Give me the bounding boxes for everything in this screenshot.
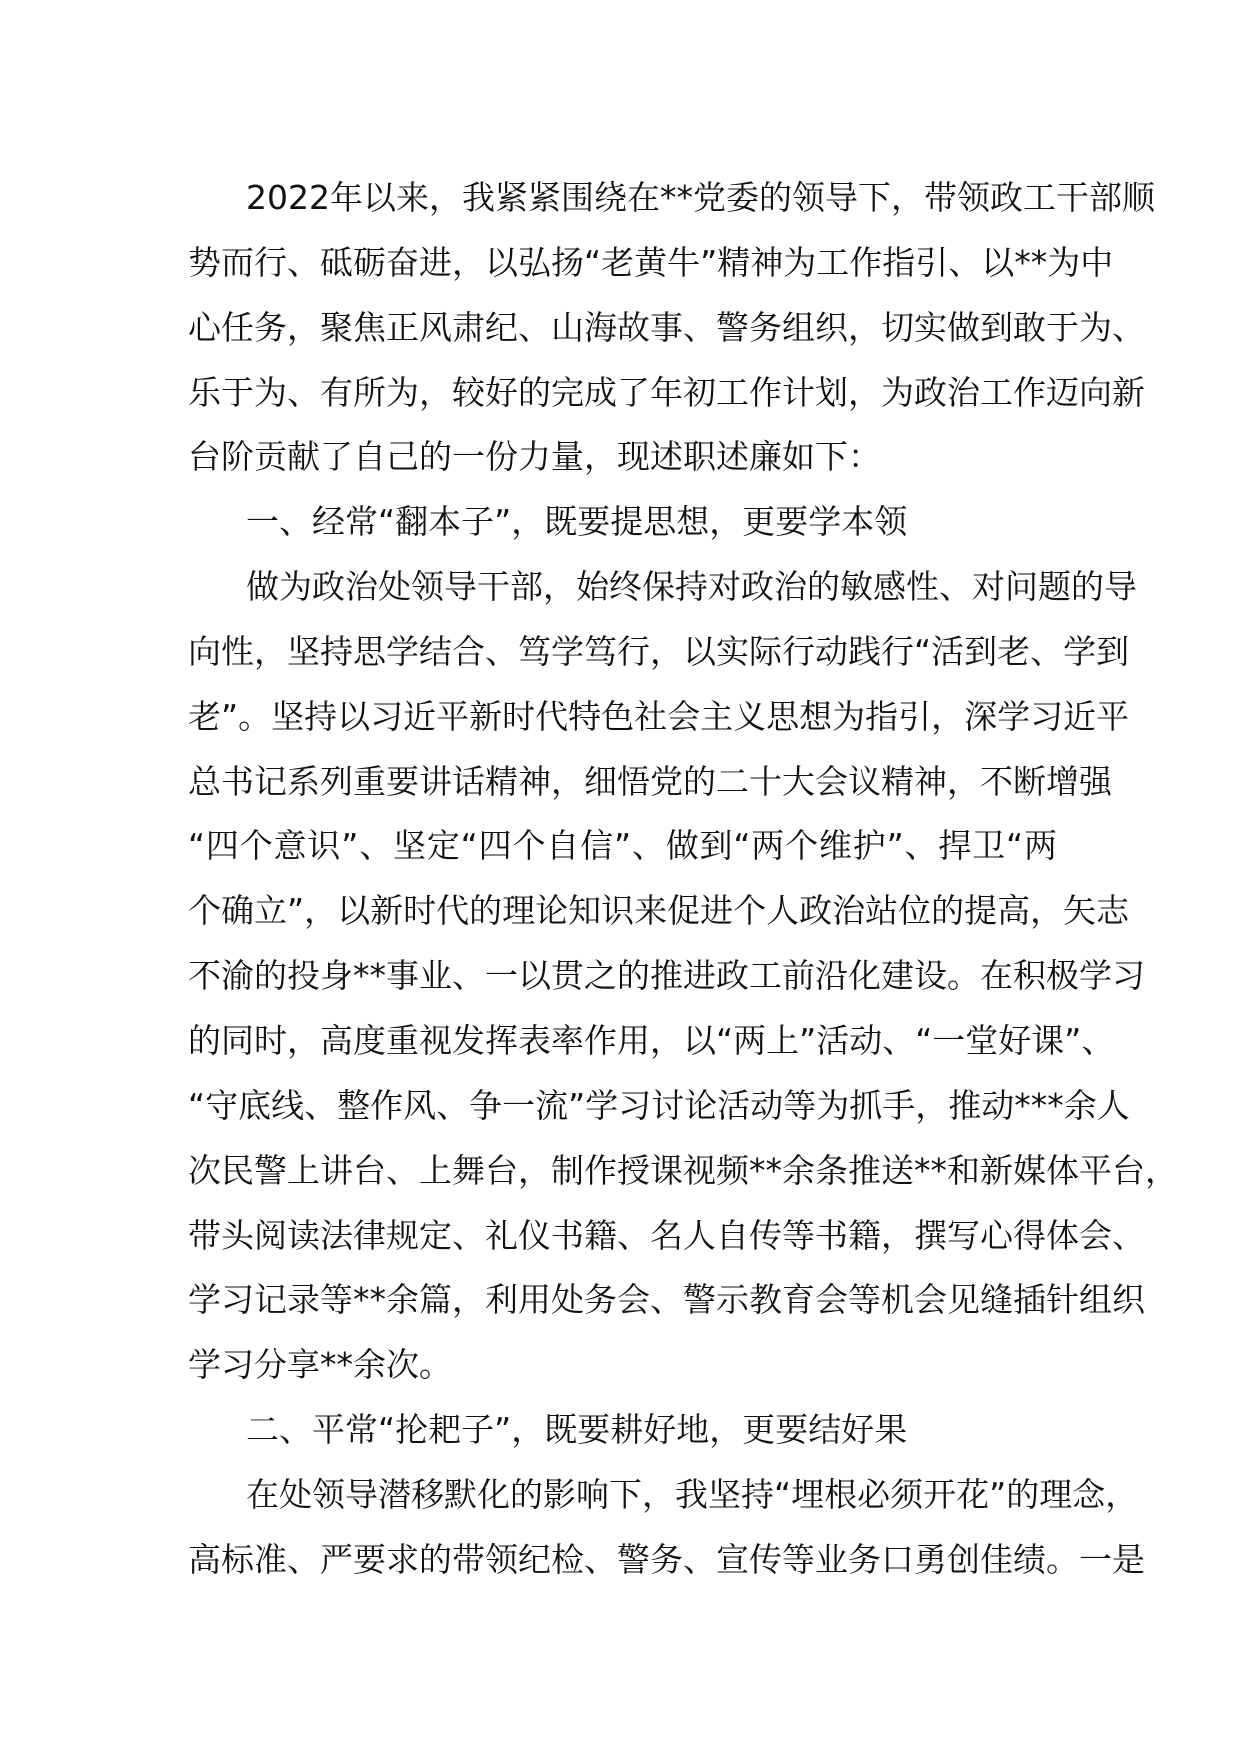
paragraph-line: 向性，坚持思学结合、笃学笃行，以实际行动践行“活到老、学到	[188, 631, 1130, 671]
document-body	[188, 166, 1178, 1593]
paragraph-line: 势而行、砥砺奋进，以弘扬“老黄牛”精神为工作指引、以**为中	[188, 242, 1114, 282]
paragraph-line: 带头阅读法律规定、礼仪书籍、名人自传等书籍，撰写心得体会、	[188, 1215, 1145, 1255]
paragraph-line: 次民警上讲台、上舞台，制作授课视频**余条推送**和新媒体平台，	[188, 1150, 1178, 1190]
section-heading: 二、平常“抡耙子”，既要耕好地，更要结好果	[246, 1410, 908, 1450]
paragraph-line: 2022年以来，我紧紧围绕在**党委的领导下，带领政工干部顺	[246, 178, 1155, 217]
paragraph-line: 心任务，聚焦正风肃纪、山海故事、警务组织，切实做到敢于为、	[188, 307, 1145, 347]
paragraph-line: 在处领导潜移默化的影响下，我坚持“埋根必须开花”的理念，	[246, 1474, 1139, 1514]
paragraph-line: 高标准、严要求的带领纪检、警务、宣传等业务口勇创佳绩。一是	[188, 1539, 1145, 1579]
paragraph-line: 老”。坚持以习近平新时代特色社会主义思想为指引，深学习近平	[188, 696, 1130, 736]
paragraph-line: 个确立”，以新时代的理论知识来促进个人政治站位的提高，矢志	[188, 891, 1130, 931]
paragraph-line: “四个意识”、坚定“四个自信”、做到“两个维护”、捍卫“两	[188, 826, 1057, 866]
paragraph-line: 学习记录等**余篇，利用处务会、警示教育会等机会见缝插针组织	[188, 1280, 1145, 1320]
paragraph-line: 台阶贡献了自己的一份力量，现述职述廉如下：	[188, 437, 881, 477]
paragraph-line: 的同时，高度重视发挥表率作用，以“两上”活动、“一堂好课”、	[188, 1020, 1115, 1060]
paragraph-line: 总书记系列重要讲话精神，细悟党的二十大会议精神，不断增强	[188, 761, 1112, 801]
paragraph-line: 学习分享**余次。	[188, 1345, 452, 1385]
section-heading: 一、经常“翻本子”，既要提思想，更要学本领	[246, 502, 908, 542]
paragraph-line: 做为政治处领导干部，始终保持对政治的敏感性、对问题的导	[246, 567, 1137, 607]
paragraph-line: 乐于为、有所为，较好的完成了年初工作计划，为政治工作迈向新	[188, 372, 1145, 412]
paragraph-line: “守底线、整作风、争一流”学习讨论活动等为抓手，推动***余人	[188, 1085, 1130, 1125]
paragraph-line: 不渝的投身**事业、一以贯之的推进政工前沿化建设。在积极学习	[188, 956, 1145, 996]
